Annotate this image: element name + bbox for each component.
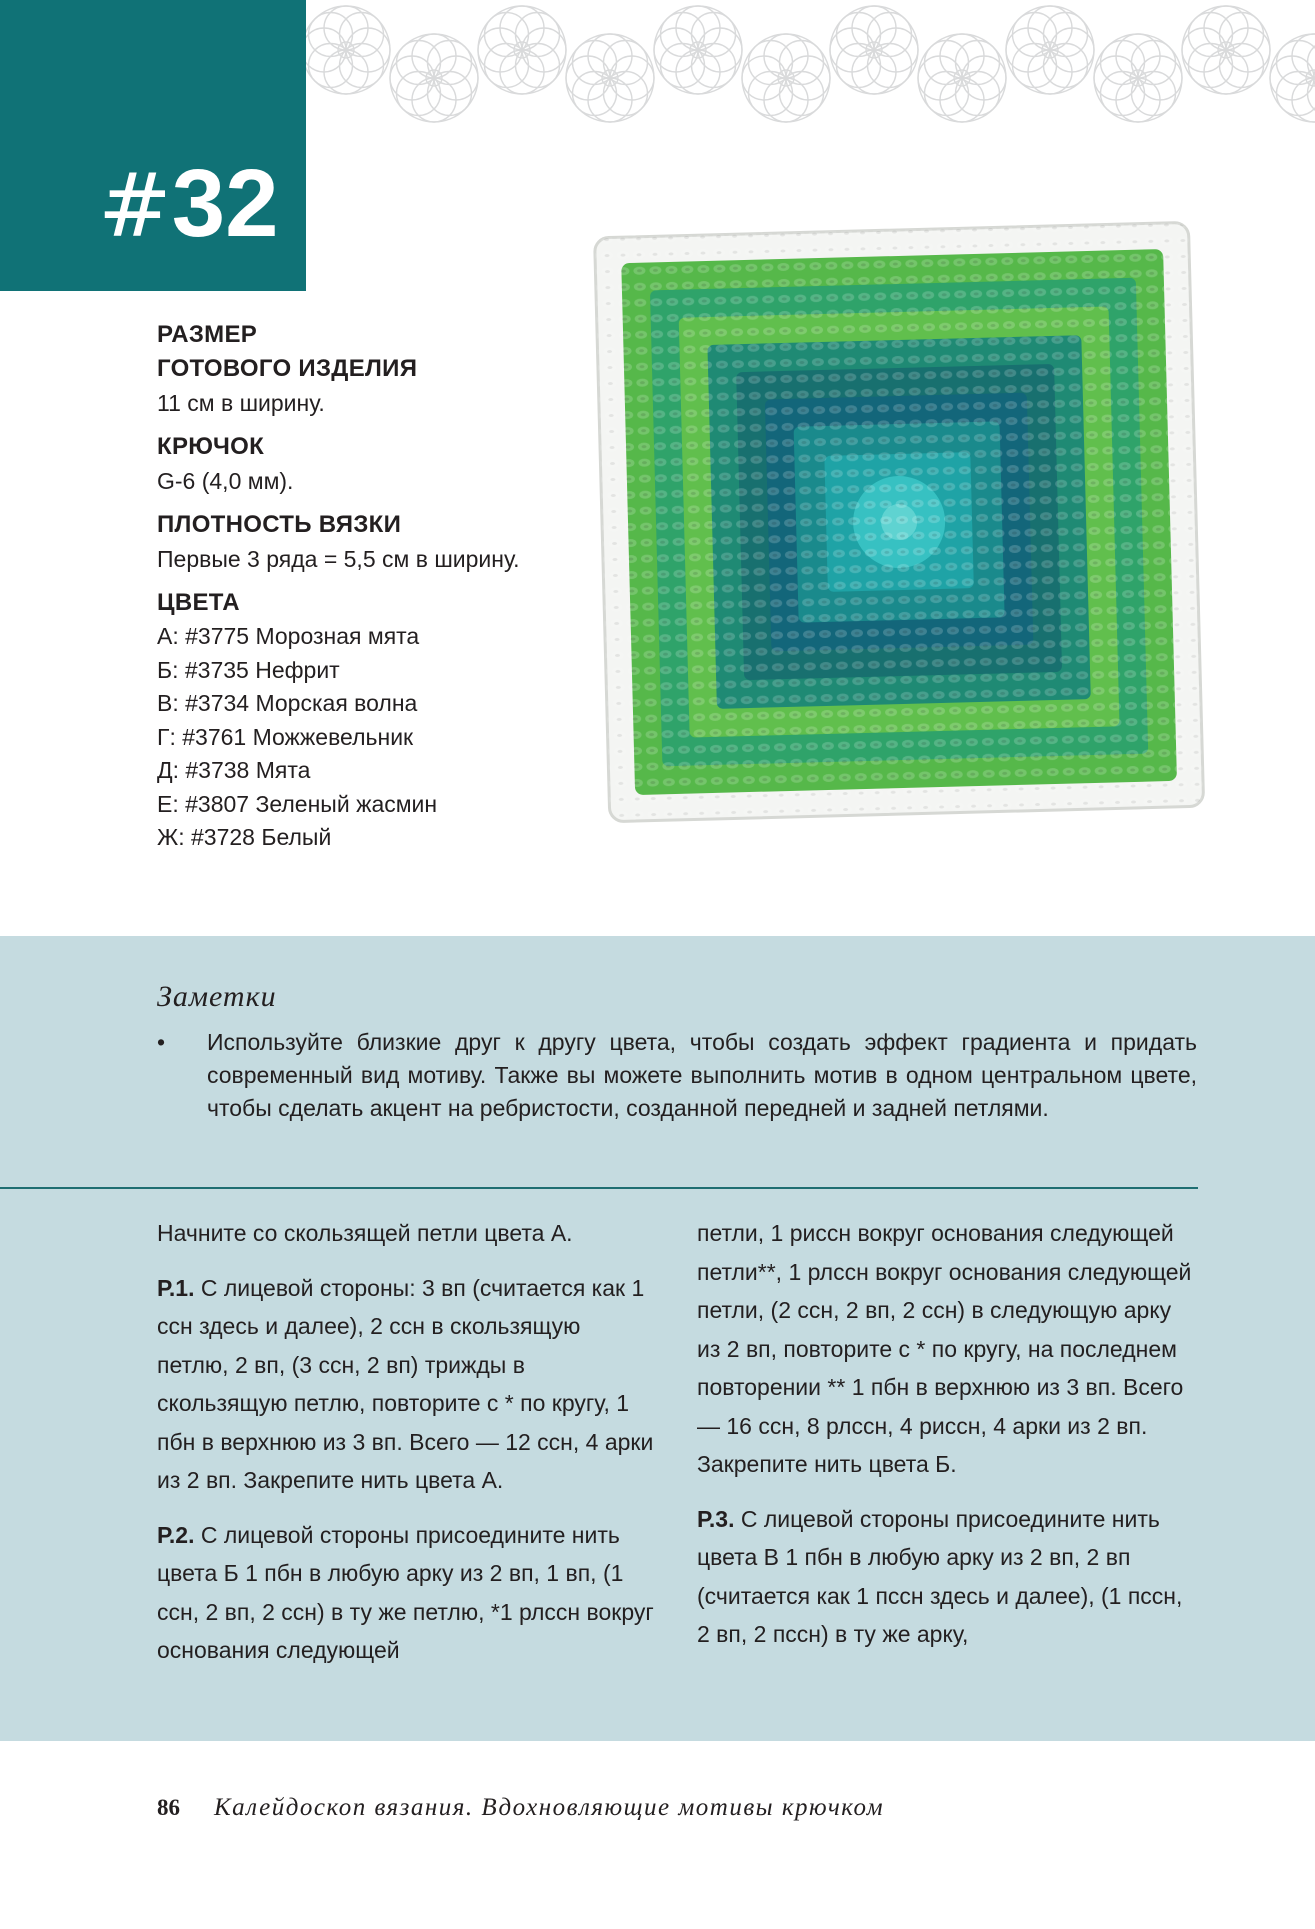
specs-block: [157, 318, 577, 855]
lace-motif: [566, 34, 654, 122]
notes-bullet: •: [157, 1029, 166, 1055]
color-item: Е: #3807 Зеленый жасмин: [157, 790, 438, 817]
round-1: [157, 1269, 657, 1500]
hash-sign: #: [98, 154, 172, 257]
round-3-label: Р.3.: [697, 1505, 735, 1532]
round-2-text: С лицевой стороны присоедините нить цвета Б 1 пбн в любую арку из 2 вп, 1 вп, (1 ссн, 2 вп, 2 ссн) в ту же петлю, *1 рлссн вокруг основания следующей: [157, 1521, 654, 1663]
color-item: Г: #3761 Можжевельник: [157, 723, 414, 750]
lace-motif: [654, 6, 742, 94]
notes-item: Используйте близкие друг к другу цвета, чтобы создать эффект градиента и придать современный вид мотиву. Также вы можете выполнить мотив в одном центральном цвете, чтобы сделать акцент на ребристости, созданной передней и задней петлями.: [207, 1029, 1197, 1121]
lace-motif: [478, 6, 566, 94]
round-2-continued: петли, 1 риссн вокруг основания следующей петли**, 1 рлссн вокруг основания следующей петли, (2 ссн, 2 вп, 2 ссн) в следующую арку из 2 вп, повторите с * по кругу, на последнем повторении ** 1 пбн в верхнюю из 3 вп. Всего — 16 ссн, 8 рлссн, 4 риссн, 4 арки из 2 вп. Закрепите нить цвета Б.: [697, 1220, 1192, 1477]
motif-number: [98, 150, 279, 257]
lace-motif: [1006, 6, 1094, 94]
colors-heading: ЦВЕТА: [157, 589, 240, 616]
size-heading: РАЗМЕР: [157, 321, 258, 348]
motif-number-value: 32: [171, 150, 279, 257]
lace-motif: [742, 34, 830, 122]
page-footer: [157, 1794, 884, 1822]
decorative-lace-pattern: [306, 0, 1315, 125]
size-value: 11 см в ширину.: [157, 390, 325, 416]
color-item: В: #3734 Морская волна: [157, 690, 418, 716]
lace-motif: [918, 34, 1006, 122]
hook-heading: КРЮЧОК: [157, 433, 265, 460]
lace-motif: [390, 34, 478, 122]
lace-motif: [1094, 34, 1182, 122]
gauge-value: Первые 3 ряда = 5,5 см в ширину.: [157, 546, 520, 572]
round-2-label: Р.2.: [157, 1521, 195, 1548]
motif-number-box: [0, 0, 306, 291]
color-item: Д: #3738 Мята: [157, 757, 311, 783]
round-3-text: С лицевой стороны присоедините нить цвета В 1 пбн в любую арку из 2 вп, 2 вп (считается как 1 пссн здесь и далее), (1 пссн, 2 вп, 2 пссн) в ту же арку,: [697, 1505, 1183, 1647]
colors-list: [157, 620, 577, 855]
color-item: А: #3775 Морозная мята: [157, 623, 420, 649]
hook-value: G-6 (4,0 мм).: [157, 468, 294, 494]
lace-motif: [306, 6, 390, 94]
round-1-label: Р.1.: [157, 1274, 195, 1301]
book-title: Калейдоскоп вязания. Вдохновляющие мотивы крючком: [214, 1794, 885, 1821]
color-item: Б: #3735 Нефрит: [157, 656, 340, 683]
round-3: [697, 1500, 1197, 1654]
page-number: 86: [157, 1795, 180, 1820]
round-2: [157, 1516, 657, 1670]
section-divider: [0, 1187, 1198, 1189]
lace-motif: [1182, 6, 1270, 94]
lace-motif: [830, 6, 918, 94]
crochet-square-photo: [590, 208, 1210, 828]
color-item: Ж: #3728 Белый: [157, 824, 332, 850]
gauge-heading: ПЛОТНОСТЬ ВЯЗКИ: [157, 511, 402, 538]
round-1-text: С лицевой стороны: 3 вп (считается как 1 ссн здесь и далее), 2 ссн в скользящую петлю, 2 вп, (3 ссн, 2 вп) трижды в скользящую петлю, повторите с * по кругу, 1 пбн в верхнюю из 3 вп. Всего — 12 ссн, 4 арки из 2 вп. Закрепите нить цвета А.: [157, 1274, 654, 1493]
size-heading-line2: ГОТОВОГО ИЗДЕЛИЯ: [157, 355, 418, 382]
instructions-column-left: [157, 1214, 657, 1686]
instructions-column-right: [697, 1214, 1197, 1670]
lace-motif: [1270, 34, 1315, 122]
notes-title: Заметки: [157, 980, 277, 1013]
start-instruction: Начните со скользящей петли цвета А.: [157, 1220, 573, 1246]
